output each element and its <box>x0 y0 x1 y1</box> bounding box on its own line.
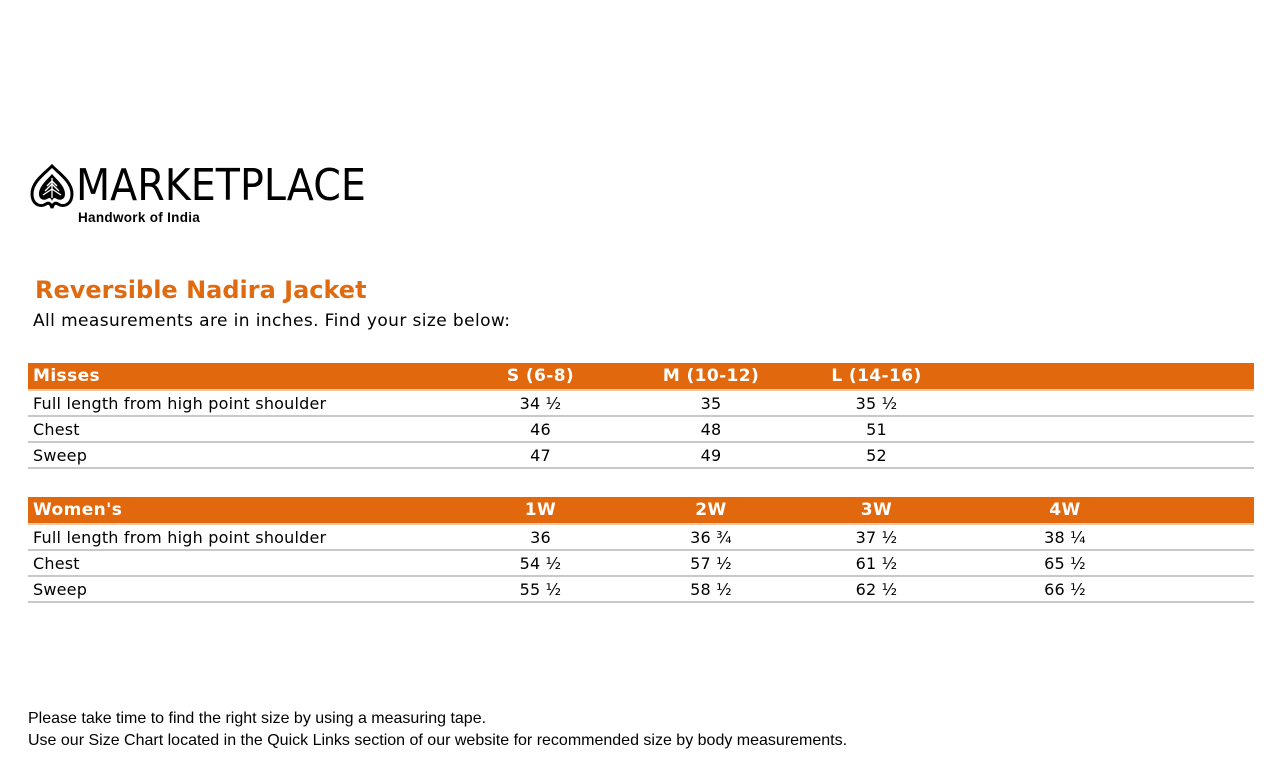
measurement-note: All measurements are in inches. Find your size below: <box>33 311 511 331</box>
table-cell: 34 ½ <box>519 393 562 413</box>
header-cell: 1W <box>524 500 557 520</box>
table-cell: 37 ½ <box>855 527 898 547</box>
leaf-emblem-icon <box>30 164 74 210</box>
row-label: Sweep <box>33 445 88 465</box>
footer-note-size-chart: Use our Size Chart located in the Quick Links section of our website for recommended size by body measurements. <box>28 732 848 749</box>
table-row <box>28 443 1254 469</box>
brand-tagline: Handwork of India <box>78 210 201 225</box>
table-cell: 46 <box>530 419 551 439</box>
table-cell: 51 <box>866 419 887 439</box>
row-label: Full length from high point shoulder <box>33 393 327 413</box>
table-cell: 66 ½ <box>1044 579 1086 599</box>
table-cell: 36 <box>530 527 551 547</box>
table-cell: 47 <box>530 445 551 465</box>
womens-size-table <box>28 497 1254 603</box>
table-cell: 52 <box>866 445 887 465</box>
product-title: Reversible Nadira Jacket <box>35 276 367 304</box>
table-cell: 57 ½ <box>690 553 732 573</box>
row-label: Chest <box>33 553 80 573</box>
table-cell <box>986 417 1144 441</box>
table-header-row <box>28 497 1254 525</box>
table-cell: 55 ½ <box>519 579 562 599</box>
header-cell: Women's <box>33 500 123 520</box>
header-cell: S (6-8) <box>506 366 575 386</box>
table-cell: 58 ½ <box>690 579 732 599</box>
header-cell <box>986 363 1144 389</box>
table-row <box>28 417 1254 443</box>
row-label: Chest <box>33 419 80 439</box>
table-cell <box>986 443 1144 467</box>
table-cell: 65 ½ <box>1044 553 1086 573</box>
table-row <box>28 391 1254 417</box>
table-row <box>28 525 1254 551</box>
table-cell <box>986 391 1144 415</box>
row-label: Full length from high point shoulder <box>33 527 327 547</box>
header-cell: Misses <box>33 366 101 386</box>
table-cell: 49 <box>700 445 722 465</box>
header-cell: 3W <box>860 500 893 520</box>
footer-note-measuring: Please take time to find the right size by using a measuring tape. <box>28 710 487 727</box>
table-cell: 61 ½ <box>855 553 898 573</box>
table-cell: 54 ½ <box>519 553 562 573</box>
table-cell: 35 ½ <box>855 393 898 413</box>
table-row <box>28 551 1254 577</box>
header-cell: L (14-16) <box>831 366 922 386</box>
brand-logo <box>30 160 410 230</box>
table-cell: 48 <box>700 419 722 439</box>
table-cell: 62 ½ <box>855 579 898 599</box>
misses-size-table <box>28 363 1254 469</box>
header-cell: M (10-12) <box>662 366 760 386</box>
brand-name: MARKETPLACE <box>76 160 366 211</box>
table-header-row <box>28 363 1254 391</box>
header-cell: 4W <box>1049 500 1081 520</box>
header-cell: 2W <box>695 500 727 520</box>
table-cell: 36 ¾ <box>690 527 732 547</box>
row-label: Sweep <box>33 579 88 599</box>
table-cell: 38 ¼ <box>1044 527 1086 547</box>
table-cell: 35 <box>700 393 722 413</box>
table-row <box>28 577 1254 603</box>
